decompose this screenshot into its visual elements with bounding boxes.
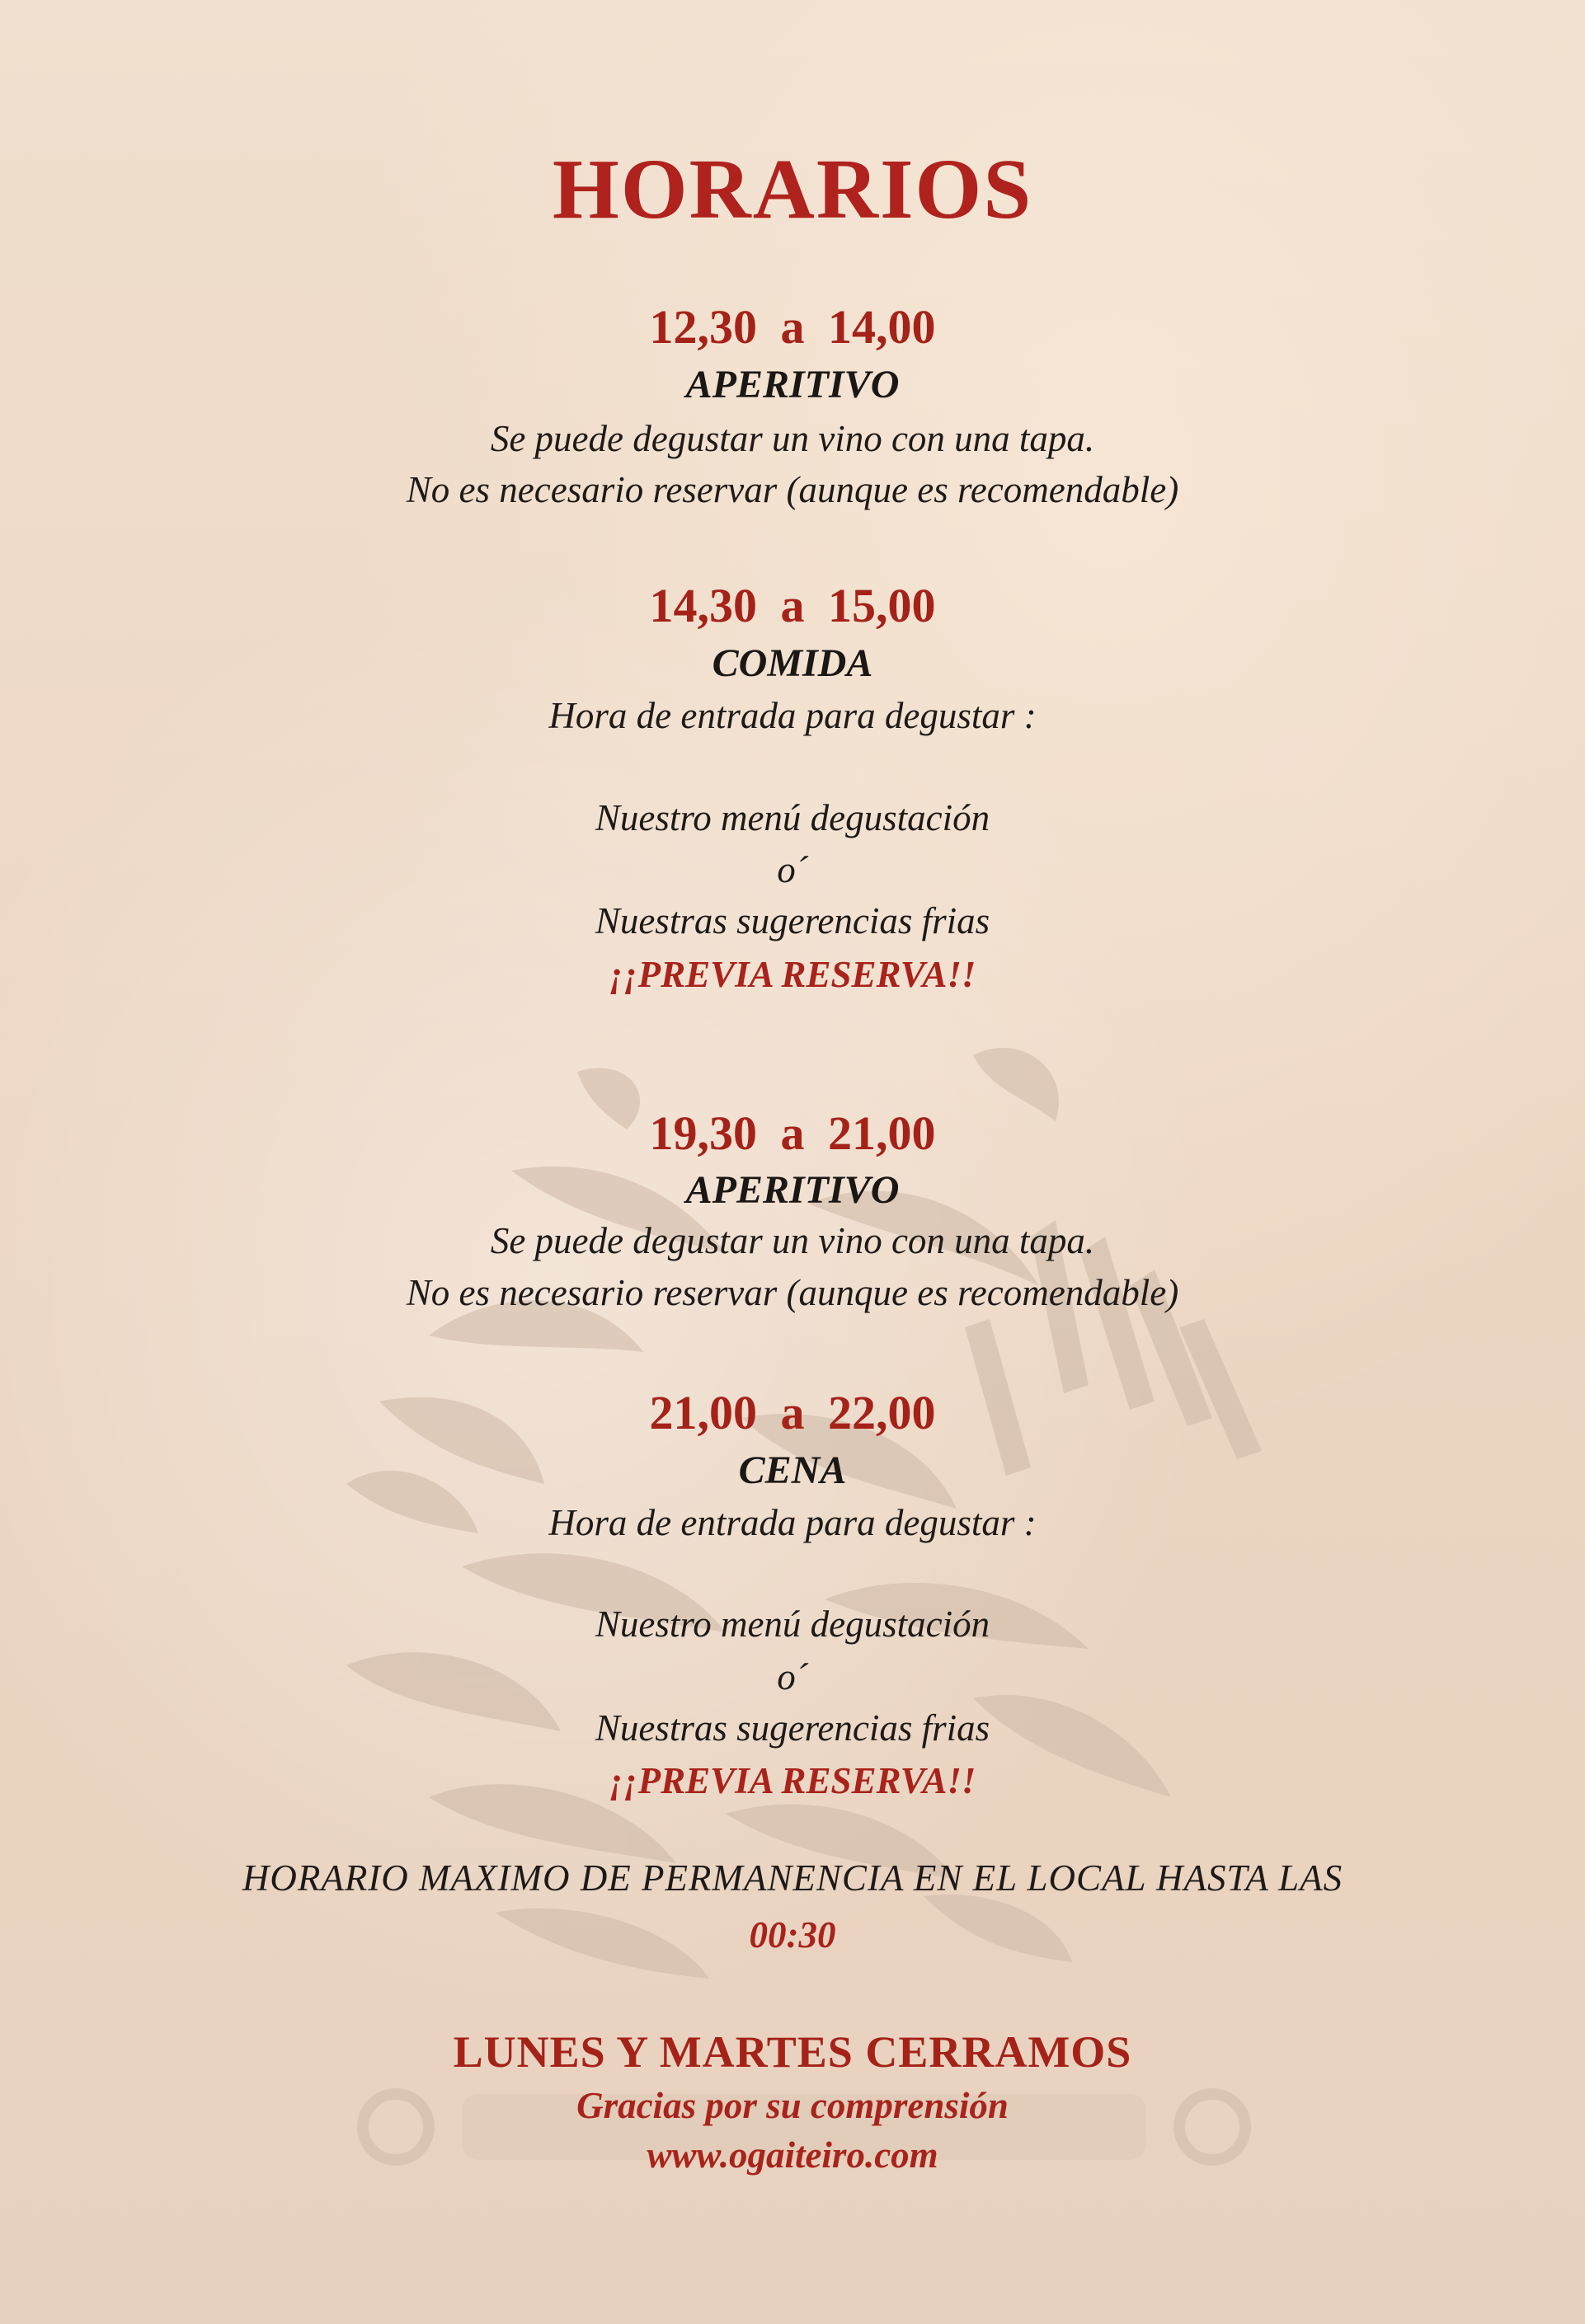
section-1-line2: No es necesario reservar (aunque es recomendable) [406,469,1179,510]
section-2-label: COMIDA [712,641,873,685]
section-4-intro: Hora de entrada para degustar : [548,1502,1037,1543]
section-2-time: 14,30 a 15,00 [649,579,936,632]
section-1-label: APERITIVO [685,363,900,406]
closed-days: LUNES Y MARTES CERRAMOS [453,2027,1132,2077]
section-1-line1: Se puede degustar un vino con una tapa. [490,418,1095,459]
section-4-time: 21,00 a 22,00 [649,1386,936,1439]
section-4-label: CENA [738,1448,847,1492]
thanks-note: Gracias por su comprensión [576,2085,1009,2126]
section-4-note: ¡¡PREVIA RESERVA!! [609,1760,976,1801]
max-stay-text: HORARIO MAXIMO DE PERMANENCIA EN EL LOCAL HASTA LAS [242,1857,1343,1899]
section-3-time: 19,30 a 21,00 [649,1106,936,1160]
section-4-option1: Nuestro menú degustación [595,1603,990,1645]
section-4-or: o´ [777,1656,808,1697]
section-2-or: o´ [777,849,808,890]
section-2-intro: Hora de entrada para degustar : [548,695,1037,736]
max-stay-time: 00:30 [749,1914,836,1955]
section-3-line1: Se puede degustar un vino con una tapa. [490,1220,1095,1261]
section-3-line2: No es necesario reservar (aunque es recomendable) [406,1272,1179,1313]
section-4-option2: Nuestras sugerencias frias [595,1707,990,1749]
section-2-option1: Nuestro menú degustación [595,797,990,838]
page-title: HORARIOS [552,142,1033,237]
website-link[interactable]: www.ogaiteiro.com [647,2134,938,2176]
section-2-option2: Nuestras sugerencias frias [595,900,990,941]
section-3-label: APERITIVO [685,1168,900,1212]
section-2-note: ¡¡PREVIA RESERVA!! [609,954,976,995]
section-1-time: 12,30 a 14,00 [649,300,936,354]
